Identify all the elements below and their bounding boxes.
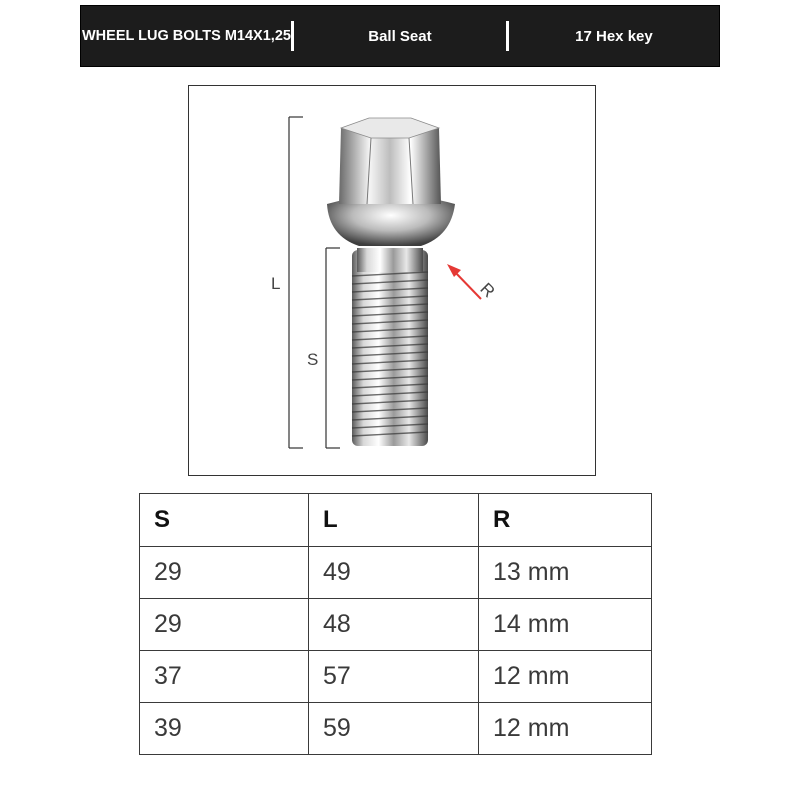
table-row [140,651,652,703]
bolt-specs-table [139,493,652,755]
bolt-diagram [188,85,596,476]
dimension-label-s: S [307,350,319,369]
cell-r: 14 mm [479,599,652,651]
cell-r: 12 mm [479,651,652,703]
cell-s: 29 [140,547,309,599]
cell-r: 13 mm [479,547,652,599]
cell-r: 12 mm [479,703,652,755]
table-row [140,703,652,755]
key-size: 17 Hex key [575,27,653,45]
bolt-diagram-svg [189,86,597,477]
radius-arrow [447,264,481,299]
cell-l: 48 [309,599,479,651]
dimension-label-r: R [476,279,499,302]
cell-s: 39 [140,703,309,755]
column-header-r: R [479,494,652,547]
dimension-bracket-s [326,248,340,448]
seat-type: Ball Seat [368,27,432,45]
cell-l: 57 [309,651,479,703]
column-header-l: L [309,494,479,547]
product-header-bar [80,5,720,67]
table-row [140,547,652,599]
product-name: WHEEL LUG BOLTS M14X1,25 [82,28,291,44]
table-header-row [140,494,652,547]
dimension-bracket-l [289,117,303,448]
cell-l: 59 [309,703,479,755]
dimension-label-l: L [271,274,281,293]
column-header-s: S [140,494,309,547]
cell-l: 49 [309,547,479,599]
lug-bolt-illustration [327,118,455,446]
table-row [140,599,652,651]
cell-s: 37 [140,651,309,703]
cell-s: 29 [140,599,309,651]
